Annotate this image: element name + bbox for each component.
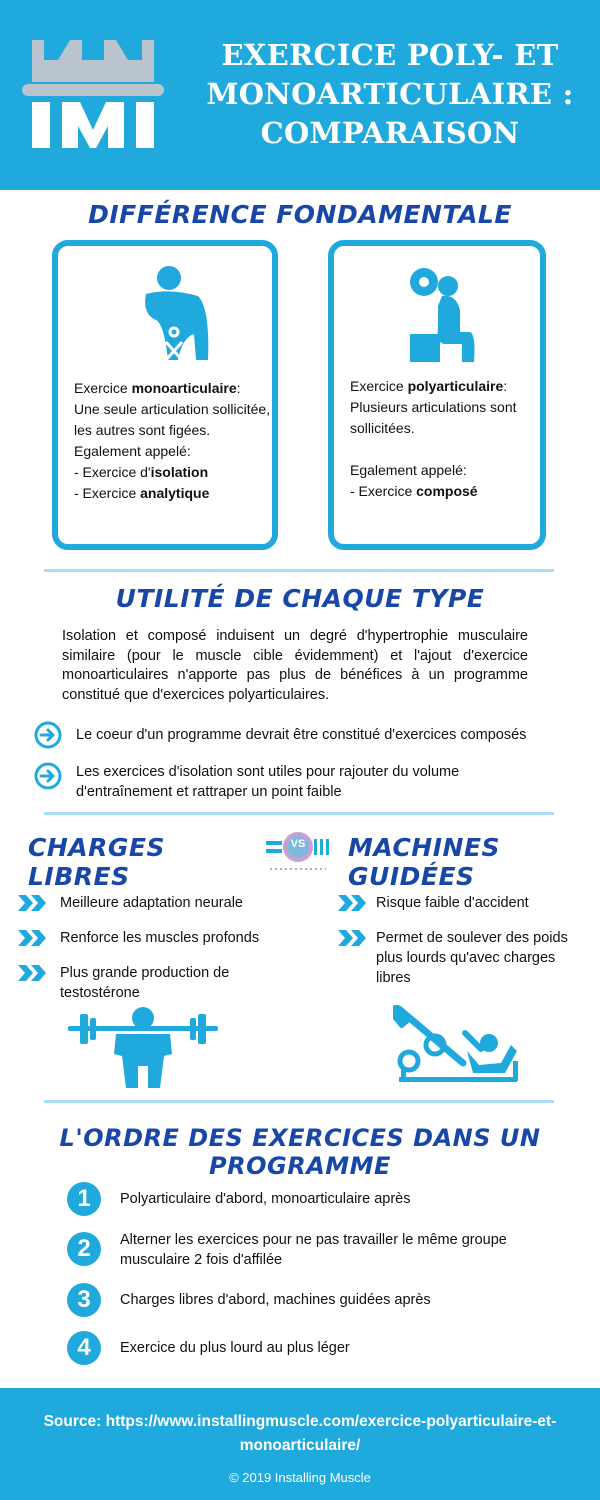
footer [0, 1388, 600, 1500]
list-item: Renforce les muscles profonds [18, 928, 298, 948]
divider [44, 569, 554, 572]
im-logo-icon [18, 38, 168, 150]
barbell-squat-icon [68, 1004, 218, 1088]
section-title-charges-libres: CHARGES LIBRES [28, 833, 165, 891]
poly-card [328, 240, 546, 550]
section-title-machines-guidees: MACHINES GUIDÉES [348, 833, 501, 891]
source-link[interactable]: Source: https://www.installingmuscle.com/exercice-polyarticulaire-et-monoarticulaire/ [43, 1413, 557, 1454]
divider [44, 1100, 554, 1103]
step-number: 1 [67, 1182, 101, 1216]
list-item: Risque faible d'accident [338, 893, 588, 913]
double-chevron-icon [338, 895, 368, 911]
list-item: Les exercices d'isolation sont utiles pour rajouter du volume d'entraînement et rattraper un point faible [34, 762, 574, 802]
double-chevron-icon [18, 895, 48, 911]
utilite-paragraph: Isolation et composé induisent un degré d'hypertrophie musculaire similaire (pour le muscle cible évidemment) et l'ajout d'exercice monoarticulaires n'apporte pas plus de bénéfices à un programme constitué que d'exercices polyarticulaires. [62, 628, 528, 703]
divider [44, 812, 554, 815]
versus-icon [262, 825, 334, 875]
page-title: EXERCICE POLY- ET MONOARTICULAIRE : COMPARAISON [206, 38, 574, 150]
list-item: Permet de soulever des poids plus lourds qu'avec charges libres [338, 928, 588, 988]
mono-description: Exercice monoarticulaire: Une seule articulation sollicitée, les autres sont figées. Egalement appelé: - Exercice d'isolation - Exercice analytique [74, 380, 271, 501]
section-title-ordre: L'ORDRE DES EXERCICES DANS UN PROGRAMME [59, 1124, 541, 1180]
arrow-right-circle-icon [34, 762, 62, 790]
step-text: Alterner les exercices pour ne pas travailler le même groupe musculaire 2 fois d'affilée [120, 1232, 507, 1268]
leg-press-machine-icon [393, 1005, 523, 1091]
copyright: © 2019 Installing Muscle [229, 1470, 371, 1485]
step-text: Charges libres d'abord, machines guidées après [120, 1292, 431, 1308]
double-chevron-icon [18, 930, 48, 946]
step-text: Polyarticulaire d'abord, monoarticulaire après [120, 1191, 411, 1207]
double-chevron-icon [18, 965, 48, 981]
press-figure-icon [408, 266, 478, 364]
step-number: 3 [67, 1283, 101, 1317]
mono-card [52, 240, 278, 550]
step-number: 4 [67, 1331, 101, 1365]
step-number: 2 [67, 1232, 101, 1266]
curl-figure-icon [138, 264, 216, 362]
vs-label: VS [290, 838, 306, 850]
section-title-difference: DIFFÉRENCE FONDAMENTALE [88, 200, 512, 229]
section-title-utilite: UTILITÉ DE CHAQUE TYPE [115, 584, 485, 613]
list-item: Le coeur d'un programme devrait être constitué d'exercices composés [34, 721, 574, 749]
step-text: Exercice du plus lourd au plus léger [120, 1340, 350, 1356]
list-item: Plus grande production de testostérone [18, 963, 298, 1003]
list-item: Meilleure adaptation neurale [18, 893, 298, 913]
arrow-right-circle-icon [34, 721, 62, 749]
poly-description: Exercice polyarticulaire: Plusieurs articulations sont sollicitées. Egalement appelé: - Exercice composé [350, 378, 517, 499]
double-chevron-icon [338, 930, 368, 946]
